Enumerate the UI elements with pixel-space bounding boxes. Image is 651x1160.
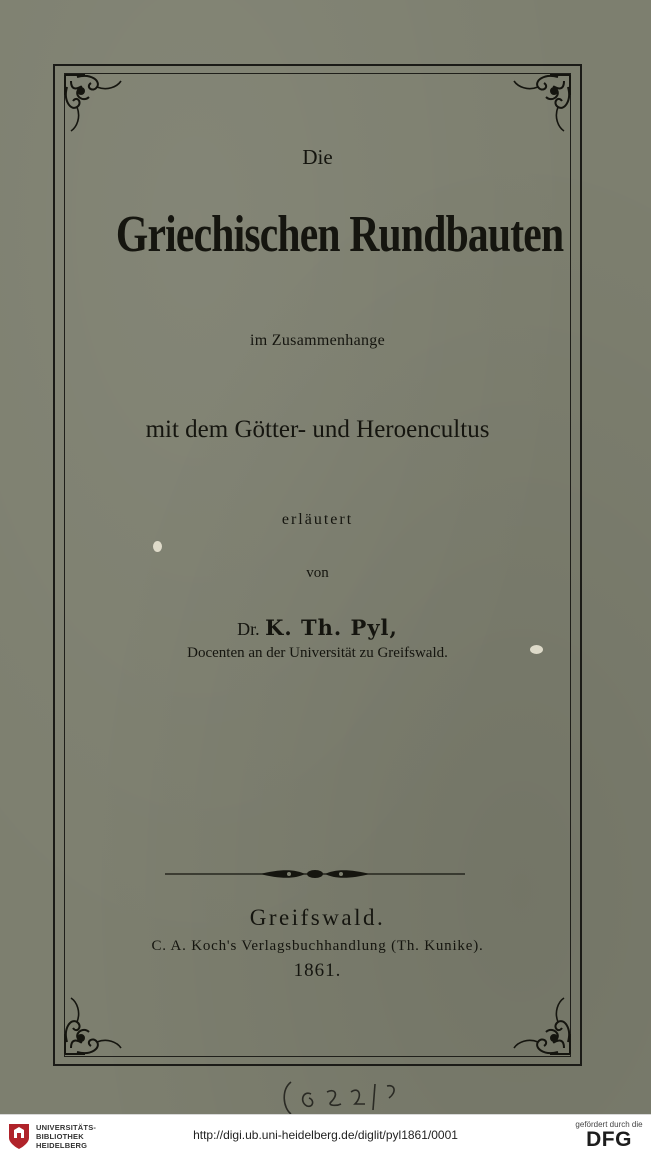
handwritten-shelfmark-icon xyxy=(277,1076,407,1114)
author-line xyxy=(60,615,575,641)
library-logo-line: UNIVERSITÄTS- xyxy=(36,1122,97,1132)
corner-ornament-icon xyxy=(508,992,578,1062)
corner-ornament-icon xyxy=(57,67,127,137)
paper-stain xyxy=(530,645,543,654)
library-logo-line: BIBLIOTHEK xyxy=(36,1131,84,1141)
title-article: Die xyxy=(302,145,333,169)
library-logo-line: HEIDELBERG xyxy=(36,1140,88,1150)
main-title xyxy=(60,205,575,264)
publication-year: 1861. xyxy=(293,960,342,981)
subtitle-line-2: mit dem Götter- und Heroencultus xyxy=(145,416,490,443)
funder-caption: gefördert durch die xyxy=(575,1120,643,1129)
ornamental-divider-icon xyxy=(165,866,465,882)
publisher-name: C. A. Koch's Verlagsbuchhandlung (Th. Kunike). xyxy=(151,938,484,954)
main-title-text: Griechischen Rundbauten xyxy=(115,206,564,263)
university-library-logo[interactable] xyxy=(6,1122,96,1150)
library-logo-text xyxy=(36,1123,96,1150)
viewer-footer xyxy=(0,1114,651,1160)
subtitle-line-1: im Zusammenhange xyxy=(250,332,385,349)
author-prefix: Dr. xyxy=(237,619,260,639)
paper-stain xyxy=(153,541,162,552)
author-position: Docenten an der Universität zu Greifswald. xyxy=(187,645,448,661)
permalink-url[interactable]: http://digi.ub.uni-heidelberg.de/diglit/pyl1861/0001 xyxy=(193,1128,458,1142)
author-name: K. Th. Pyl, xyxy=(265,615,398,640)
library-crest-icon xyxy=(6,1122,32,1150)
corner-ornament-icon xyxy=(57,992,127,1062)
dfg-logo-text: DFG xyxy=(586,1128,632,1151)
funder-logo[interactable] xyxy=(575,1120,643,1151)
explained-label: erläutert xyxy=(281,511,354,528)
by-label: von xyxy=(306,565,329,581)
publication-city: Greifswald. xyxy=(249,905,386,930)
corner-ornament-icon xyxy=(508,67,578,137)
